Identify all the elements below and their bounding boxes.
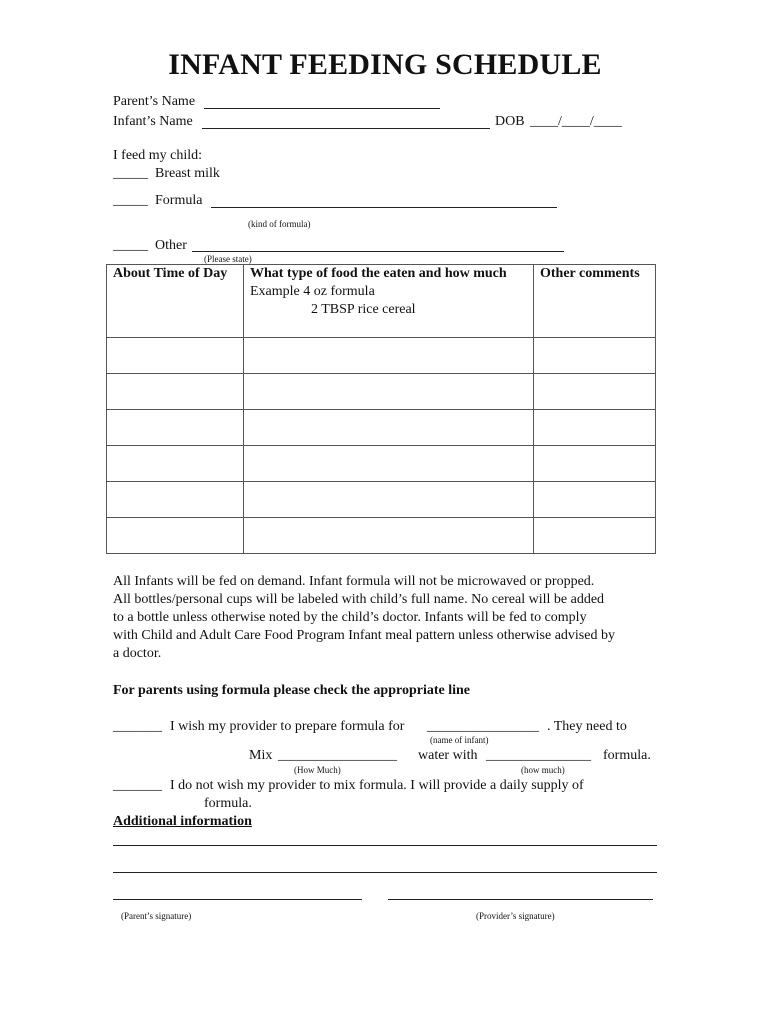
comments-cell[interactable] [534,410,656,446]
comments-cell[interactable] [534,338,656,374]
table-row [107,410,656,446]
infant-name-label: Infant’s Name [113,114,193,129]
table-row [107,482,656,518]
example-line-1: Example 4 oz formula [250,284,375,299]
infant-name-hint: (name of infant) [430,735,489,745]
policy-line: All Infants will be fed on demand. Infant formula will not be microwaved or propped. [113,574,595,589]
formula-end-text: formula. [603,748,651,763]
table-row [107,446,656,482]
time-cell[interactable] [107,338,244,374]
food-cell[interactable] [244,410,534,446]
other-checkline[interactable]: _____ [113,238,148,253]
comments-cell[interactable] [534,446,656,482]
formula-kind-hint: (kind of formula) [248,219,311,229]
time-cell[interactable] [107,518,244,554]
policy-line: All bottles/personal cups will be labeled with child’s full name. No cereal will be added [113,592,605,607]
dob-field[interactable]: ____/____/____ [530,114,622,129]
column-header-time: About Time of Day [107,265,244,338]
policy-line: to a bottle unless otherwise noted by the child’s doctor. Infants will be fed to comply [113,610,587,625]
infant-name-field[interactable] [202,128,490,129]
provider-signature-label: (Provider’s signature) [476,911,555,921]
formula-label: Formula [155,193,203,208]
column-header-comments: Other comments [534,265,656,338]
parent-signature-line[interactable] [113,899,362,900]
policy-line: with Child and Adult Care Food Program Infant meal pattern unless otherwise advised by [113,628,615,643]
dob-label: DOB [495,114,525,129]
table-header-row [107,265,656,338]
no-mix-text-cont: formula. [204,796,252,811]
formula-checkline[interactable]: _____ [113,193,148,208]
time-cell[interactable] [107,446,244,482]
formula-section-heading: For parents using formula please check the appropriate line [113,683,470,698]
formula-amount-blank[interactable]: _______________ [486,748,591,763]
parent-name-field[interactable] [204,108,440,109]
food-cell[interactable] [244,374,534,410]
feeding-schedule-table [106,264,656,554]
time-cell[interactable] [107,482,244,518]
policy-paragraph [113,573,673,663]
food-cell[interactable] [244,338,534,374]
food-cell[interactable] [244,482,534,518]
they-need-to-text: . They need to [547,719,627,734]
time-cell[interactable] [107,374,244,410]
additional-info-line-1[interactable] [113,845,657,846]
feed-intro: I feed my child: [113,148,203,163]
formula-kind-field[interactable] [211,207,557,208]
food-cell[interactable] [244,446,534,482]
example-line-2: 2 TBSP rice cereal [311,302,416,317]
mix-label: Mix [249,748,273,763]
how-much-hint-2: (how much) [521,765,565,775]
additional-info-line-2[interactable] [113,872,657,873]
breast-milk-checkline[interactable]: _____ [113,166,148,181]
prepare-formula-checkline[interactable]: _______ [113,719,162,734]
table-row [107,374,656,410]
table-row [107,338,656,374]
other-field[interactable] [192,251,564,252]
breast-milk-label: Breast milk [155,166,220,181]
other-hint: (Please state) [204,254,252,264]
provider-signature-line[interactable] [388,899,653,900]
comments-cell[interactable] [534,374,656,410]
mix-amount-blank[interactable]: _________________ [278,748,397,763]
policy-line: a doctor. [113,646,162,661]
other-label: Other [155,238,187,253]
page-title: INFANT FEEDING SCHEDULE [168,48,602,81]
parent-name-label: Parent’s Name [113,94,196,109]
time-cell[interactable] [107,410,244,446]
food-header-text: What type of food the eaten and how much [250,266,507,281]
no-mix-text: I do not wish my provider to mix formula. I will provide a daily supply of [170,778,584,793]
additional-info-heading: Additional information [113,814,252,829]
comments-cell[interactable] [534,482,656,518]
infant-name-blank[interactable]: ________________ [427,719,539,734]
prepare-formula-text: I wish my provider to prepare formula for [170,719,405,734]
food-cell[interactable] [244,518,534,554]
no-mix-checkline[interactable]: _______ [113,778,162,793]
table-row [107,518,656,554]
comments-cell[interactable] [534,518,656,554]
parent-signature-label: (Parent’s signature) [121,911,192,921]
how-much-hint-1: (How Much) [294,765,341,775]
column-header-food [244,265,534,338]
water-with-text: water with [418,748,478,763]
